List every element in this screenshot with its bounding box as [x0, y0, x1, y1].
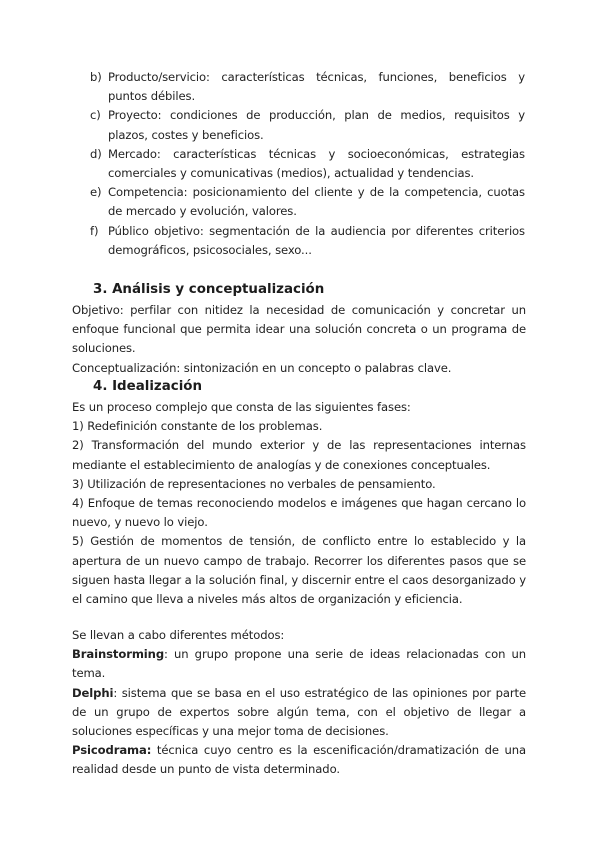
list-item-text: Competencia: posicionamiento del cliente y de la competencia, cuotas de mercado y evolución, valores.: [108, 185, 525, 219]
list-marker: f): [90, 223, 99, 238]
objetivo-paragraph: Objetivo: perfilar con nitidez la necesidad de comunicación y concretar un enfoque funcional que permita idear una solución concreta o un programa de soluciones.: [72, 303, 526, 356]
phases-intro: Es un proceso complejo que consta de las siguientes fases:: [72, 400, 411, 414]
phase-item: 3) Utilización de representaciones no verbales de pensamiento.: [72, 476, 436, 491]
phase-item: 5) Gestión de momentos de tensión, de conflicto entre lo establecido y la apertura de un nuevo campo de trabajo. Recorrer los diferentes pasos que se siguen hasta llegar a la solución final, y discernir entre el caos desorganizado y el camino que lleva a niveles más altos de organización y eficiencia.: [72, 534, 526, 607]
list-item: [90, 222, 525, 260]
list-item-text: Proyecto: condiciones de producción, plan de medios, requisitos y plazos, costes y beneficios.: [108, 108, 525, 142]
method-desc: sistema que se basa en el uso estratégico de las opiniones por parte de un grupo de expertos sobre algún tema, con el objetivo de llegar a soluciones específicas y una mejor toma de decisiones.: [72, 685, 526, 739]
list-item-text: Público objetivo: segmentación de la audiencia por diferentes criterios demográficos, psicosociales, sexo...: [108, 223, 525, 257]
method-item: [72, 741, 526, 779]
briefing-list: [90, 68, 525, 260]
method-term: Delphi: [72, 685, 114, 700]
list-item: [90, 106, 525, 144]
method-sep: :: [164, 647, 168, 662]
list-item-text: Mercado: características técnicas y socioeconómicas, estrategias comerciales y comunicativas (medios), actualidad y tendencias.: [108, 146, 525, 181]
list-item: [90, 145, 525, 183]
conceptualizacion-paragraph: Conceptualización: sintonización en un concepto o palabras clave.: [72, 360, 452, 375]
phase-item: 2) Transformación del mundo exterior y de las representaciones internas mediante el establecimiento de analogías y de conexiones conceptuales.: [72, 438, 526, 472]
methods-section: [72, 626, 526, 780]
list-item: [90, 183, 525, 221]
section-3-heading: 3. Análisis y conceptualización: [93, 282, 325, 297]
list-marker: e): [90, 185, 102, 200]
method-item: [72, 684, 526, 742]
section-4-body: [72, 398, 526, 609]
method-desc: técnica cuyo centro es la escenificación/dramatización de una realidad desde un punto de vista determinado.: [72, 743, 526, 777]
section-4-heading: 4. Idealización: [93, 379, 203, 394]
method-item: [72, 645, 526, 683]
method-desc: un grupo propone una serie de ideas relacionadas con un tema.: [72, 647, 526, 681]
section-3-body: [72, 301, 526, 378]
list-item: [90, 68, 525, 106]
list-marker: d): [90, 146, 102, 161]
method-term: Psicodrama:: [72, 743, 152, 758]
phase-item: 4) Enfoque de temas reconociendo modelos e imágenes que hagan cercano lo nuevo, y nuevo lo viejo.: [72, 496, 526, 530]
phase-item: 1) Redefinición constante de los problemas.: [72, 419, 323, 434]
list-marker: b): [90, 70, 102, 84]
method-term: Brainstorming: [72, 647, 165, 662]
methods-intro: Se llevan a cabo diferentes métodos:: [72, 628, 285, 642]
list-item-text: Producto/servicio: características técnicas, funciones, beneficios y puntos débiles.: [108, 70, 525, 104]
list-marker: c): [90, 108, 101, 123]
method-sep: :: [113, 685, 118, 700]
